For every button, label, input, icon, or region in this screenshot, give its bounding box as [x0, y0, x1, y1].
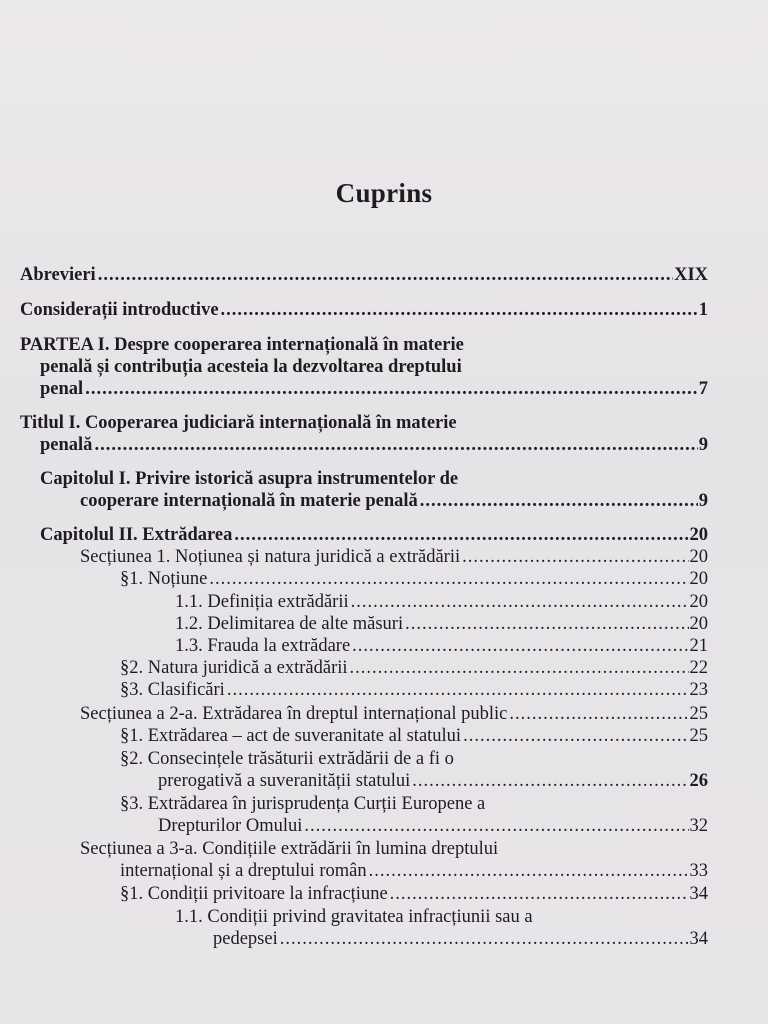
toc-entry-label: prerogativă a suveranității statului	[158, 771, 411, 791]
dot-leader	[209, 568, 688, 590]
toc-entry[interactable]	[40, 378, 708, 400]
toc-entry-page: 20	[689, 592, 708, 612]
toc-entry[interactable]	[120, 568, 708, 590]
toc-entry-page: 20	[689, 525, 708, 545]
toc-entry[interactable]	[80, 703, 708, 725]
toc-entry-label: 1.3. Frauda la extrădare	[175, 636, 351, 656]
toc-entry-label: §1. Condiții privitoare la infracțiune	[120, 884, 388, 904]
toc-entry-page: 25	[689, 704, 708, 724]
toc-entry[interactable]	[213, 928, 708, 950]
toc-entry-page: 34	[689, 929, 708, 949]
toc-entry-label: penal	[40, 379, 84, 399]
toc-entry-line[interactable]: 1.1. Condiții privind gravitatea infracțiunii sau a	[175, 907, 533, 927]
dot-leader	[94, 434, 697, 456]
dot-leader	[463, 725, 688, 747]
dot-leader	[405, 613, 688, 635]
toc-entry[interactable]	[40, 524, 708, 546]
toc-entry-page: 7	[698, 379, 708, 399]
dot-leader	[227, 679, 689, 701]
toc-entry-label: penală	[40, 435, 93, 455]
toc-entry-label: cooperare internațională în materie penală	[80, 491, 418, 511]
toc-entry[interactable]	[20, 299, 708, 321]
toc-entry[interactable]	[175, 635, 708, 657]
dot-leader	[221, 299, 698, 321]
toc-entry[interactable]	[120, 883, 708, 905]
toc-entry-label: §1. Extrădarea – act de suveranitate al statului	[120, 726, 462, 746]
dot-leader	[350, 657, 689, 679]
toc-entry[interactable]	[80, 490, 708, 512]
toc-entry-page: 1	[698, 300, 708, 320]
toc-entry-page: 20	[689, 569, 708, 589]
toc-entry[interactable]	[120, 657, 708, 679]
dot-leader	[352, 635, 688, 657]
toc-entry-page: 32	[689, 816, 708, 836]
toc-entry-page: 23	[689, 680, 708, 700]
toc-entry-label: §2. Natura juridică a extrădării	[120, 658, 348, 678]
dot-leader	[369, 860, 689, 882]
toc-entry-label: pedepsei	[213, 929, 278, 949]
dot-leader	[412, 770, 688, 792]
toc-entry-label: Drepturilor Omului	[158, 816, 303, 836]
toc-entry-label: Capitolul II. Extrădarea	[40, 525, 233, 545]
toc-entry[interactable]	[80, 546, 708, 568]
toc-entry-page: 9	[698, 435, 708, 455]
toc-entry-label: Abrevieri	[20, 265, 96, 285]
toc-entry-line[interactable]: §2. Consecințele trăsăturii extrădării de a fi o	[120, 749, 454, 769]
toc-entry[interactable]	[175, 613, 708, 635]
dot-leader	[85, 378, 698, 400]
toc-entry[interactable]	[158, 770, 708, 792]
toc-entry-line[interactable]: PARTEA I. Despre cooperarea internațională în materie	[20, 335, 464, 355]
toc-entry-line[interactable]: Capitolul I. Privire istorică asupra instrumentelor de	[40, 469, 459, 489]
toc-entry-page: 25	[689, 726, 708, 746]
toc-entry-line[interactable]: §3. Extrădarea în jurisprudența Curții Europene a	[120, 794, 486, 814]
dot-leader	[420, 490, 698, 512]
toc-entry-label: §1. Noțiune	[120, 569, 208, 589]
toc-entry-page: 20	[689, 614, 708, 634]
toc-entry-page: 20	[689, 547, 708, 567]
toc-entry-line[interactable]: Titlul I. Cooperarea judiciară internațională în materie	[20, 413, 457, 433]
toc-entry[interactable]	[20, 264, 708, 286]
dot-leader	[234, 524, 688, 546]
toc-entry-label: Secțiunea 1. Noțiunea și natura juridică a extrădării	[80, 547, 461, 567]
toc-entry-page: 22	[689, 658, 708, 678]
toc-entry-label: §3. Clasificări	[120, 680, 225, 700]
toc-entry-page: 33	[689, 861, 708, 881]
dot-leader	[390, 883, 689, 905]
toc-entry-label: Considerații introductive	[20, 300, 219, 320]
page-title: Cuprins	[335, 178, 433, 208]
toc-entry-page: 26	[689, 771, 708, 791]
dot-leader	[280, 928, 689, 950]
toc-entry[interactable]	[120, 725, 708, 747]
toc-entry-page: 34	[689, 884, 708, 904]
toc-entry[interactable]	[175, 591, 708, 613]
toc-entry-label: 1.2. Delimitarea de alte măsuri	[175, 614, 404, 634]
toc-entry[interactable]	[158, 815, 708, 837]
dot-leader	[351, 591, 689, 613]
toc-entry[interactable]	[40, 434, 708, 456]
toc-entry-label: internațional și a dreptului român	[120, 861, 367, 881]
toc-entry[interactable]	[120, 679, 708, 701]
toc-entry-line[interactable]: penală și contribuția acesteia la dezvoltarea dreptului	[40, 357, 462, 377]
toc-entry-line[interactable]: Secțiunea a 3-a. Condițiile extrădării în lumina dreptului	[80, 839, 499, 859]
toc-entry-label: Secțiunea a 2-a. Extrădarea în dreptul internațional public	[80, 704, 508, 724]
dot-leader	[304, 815, 688, 837]
toc-entry[interactable]	[120, 860, 708, 882]
dot-leader	[462, 546, 688, 568]
toc-entry-page: 21	[689, 636, 708, 656]
dot-leader	[98, 264, 673, 286]
toc-entry-page: XIX	[674, 265, 708, 285]
toc-entry-label: 1.1. Definiția extrădării	[175, 592, 349, 612]
dot-leader	[509, 703, 688, 725]
toc-entry-page: 9	[698, 491, 708, 511]
